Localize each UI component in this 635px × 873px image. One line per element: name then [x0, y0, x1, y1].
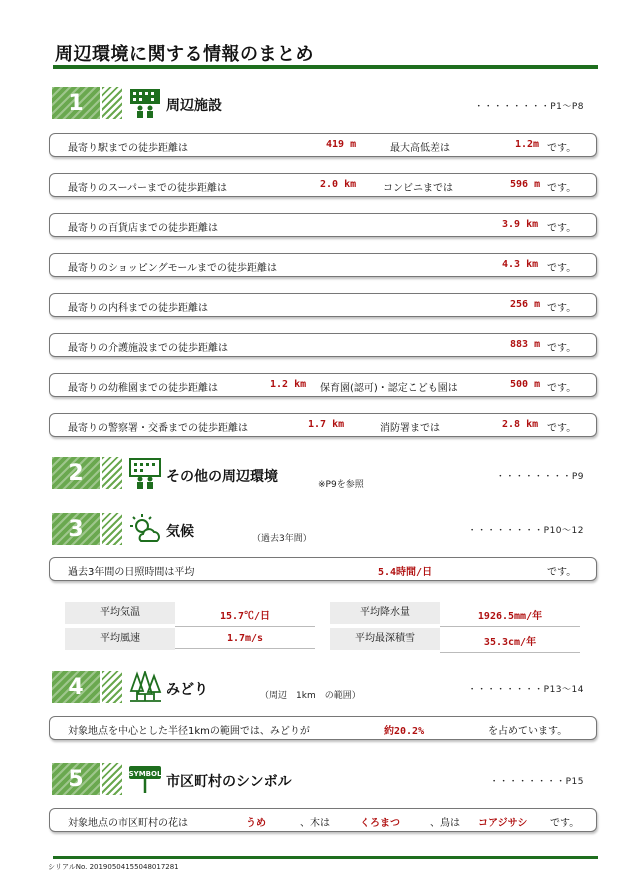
police-row: [49, 413, 597, 437]
row-suffix: です。: [547, 567, 577, 578]
avg-rain-value: 1926.5mm/年: [440, 607, 580, 627]
title-rule: [53, 65, 598, 69]
section-number: 1: [52, 87, 100, 119]
row-value: 419 m: [326, 139, 357, 150]
svg-text:SYMBOL: SYMBOL: [128, 770, 162, 778]
section-number: 5: [52, 763, 100, 795]
section-note: ※P9を参照: [318, 480, 364, 490]
weather-icon: [128, 513, 162, 545]
bird-value: コアジサシ: [478, 818, 528, 829]
supermarket-row: [49, 173, 597, 197]
row-label-3: 、鳥は: [430, 818, 460, 829]
avg-snow-label: 平均最深積雪: [330, 628, 440, 650]
section-note: （周辺 1km の範囲）: [260, 691, 361, 701]
row-label-2: コンビニまでは: [383, 183, 453, 194]
row-label: 過去3年間の日照時間は平均: [68, 567, 195, 578]
page-reference: ・・・・・・・・P15: [489, 777, 584, 787]
sunshine-row: [49, 557, 597, 581]
trees-icon: [128, 671, 162, 703]
avg-rain-label: 平均降水量: [330, 602, 440, 624]
avg-snow-value: 35.3cm/年: [440, 633, 580, 653]
page-reference: ・・・・・・・・P1～P8: [474, 102, 584, 112]
row-suffix: です。: [547, 263, 577, 274]
environment-icon: [128, 457, 162, 489]
row-label: 最寄りの介護施設までの徒歩距離は: [68, 343, 228, 354]
row-suffix: を占めています。: [488, 726, 568, 737]
row-label: 対象地点の市区町村の花は: [68, 818, 188, 829]
page-title: 周辺環境に関する情報のまとめ: [55, 44, 314, 65]
row-value-2: 500 m: [510, 379, 541, 390]
row-value: 883 m: [510, 339, 541, 350]
row-label: 最寄りの警察署・交番までの徒歩距離は: [68, 423, 248, 434]
row-value: 4.3 km: [502, 259, 539, 270]
page-reference: ・・・・・・・・P9: [495, 472, 584, 482]
section-4-header: [52, 671, 598, 703]
row-suffix: です。: [547, 383, 577, 394]
row-label-2: 最大高低差は: [390, 143, 450, 154]
facility-icon: [128, 87, 162, 119]
row-suffix: です。: [550, 818, 580, 829]
section-number: 3: [52, 513, 100, 545]
row-label: 最寄りの百貨店までの徒歩距離は: [68, 223, 218, 234]
row-label: 最寄りの内科までの徒歩距離は: [68, 303, 208, 314]
row-suffix: です。: [547, 423, 577, 434]
row-value: 約20.2%: [384, 726, 425, 737]
section-1-header: [52, 87, 598, 119]
hatch-decoration: [102, 513, 122, 545]
page-reference: ・・・・・・・・P13～14: [467, 685, 584, 695]
row-value-2: 596 m: [510, 179, 541, 190]
row-label: 最寄り駅までの徒歩距離は: [68, 143, 188, 154]
row-label: 対象地点を中心とした半径1kmの範囲では、みどりが: [68, 726, 310, 737]
avg-temp-label: 平均気温: [65, 602, 175, 624]
section-title: 気候: [166, 524, 194, 540]
row-value: 256 m: [510, 299, 541, 310]
row-suffix: です。: [547, 223, 577, 234]
section-note: （過去3年間）: [252, 534, 312, 544]
footer-rule: [53, 856, 598, 859]
row-label-2: 、木は: [300, 818, 330, 829]
row-suffix: です。: [547, 143, 577, 154]
hatch-decoration: [102, 763, 122, 795]
row-suffix: です。: [547, 343, 577, 354]
row-suffix: です。: [547, 303, 577, 314]
serial-number: シリアルNo. 20190504155048017281: [48, 863, 179, 871]
row-label: 最寄りのショッピングモールまでの徒歩距離は: [68, 263, 277, 274]
row-value-2: 2.8 km: [502, 419, 539, 430]
row-label: 最寄りのスーパーまでの徒歩距離は: [68, 183, 227, 194]
row-label-2: 保育園(認可)・認定こども園は: [320, 383, 458, 394]
tree-value: くろまつ: [360, 818, 400, 829]
department-store-row: [49, 213, 597, 237]
clinic-row: [49, 293, 597, 317]
row-value: 1.2 km: [270, 379, 307, 390]
greenery-row: [49, 716, 597, 740]
row-value: 2.0 km: [320, 179, 357, 190]
row-value: 1.7 km: [308, 419, 345, 430]
symbol-icon: [128, 763, 162, 795]
section-3-header: [52, 513, 598, 545]
municipal-symbol-row: [49, 808, 597, 832]
hatch-decoration: [102, 87, 122, 119]
section-title: 市区町村のシンボル: [166, 774, 292, 790]
section-title: その他の周辺環境: [166, 469, 278, 485]
page-reference: ・・・・・・・・P10～12: [467, 526, 584, 536]
section-title: 周辺施設: [166, 98, 222, 114]
flower-value: うめ: [246, 818, 266, 829]
row-suffix: です。: [547, 183, 577, 194]
avg-wind-value: 1.7m/s: [175, 633, 315, 649]
section-number: 4: [52, 671, 100, 703]
hatch-decoration: [102, 457, 122, 489]
row-label: 最寄りの幼稚園までの徒歩距離は: [68, 383, 218, 394]
row-value: 3.9 km: [502, 219, 539, 230]
section-title: みどり: [166, 682, 208, 698]
row-label-2: 消防署までは: [380, 423, 440, 434]
kindergarten-row: [49, 373, 597, 397]
section-2-header: [52, 457, 598, 489]
row-value-2: 1.2m: [515, 139, 540, 150]
station-row: [49, 133, 597, 157]
avg-wind-label: 平均風速: [65, 628, 175, 650]
row-value: 5.4時間/日: [378, 567, 433, 578]
care-facility-row: [49, 333, 597, 357]
section-number: 2: [52, 457, 100, 489]
section-5-header: [52, 763, 598, 795]
shopping-mall-row: [49, 253, 597, 277]
hatch-decoration: [102, 671, 122, 703]
avg-temp-value: 15.7℃/日: [175, 607, 315, 627]
